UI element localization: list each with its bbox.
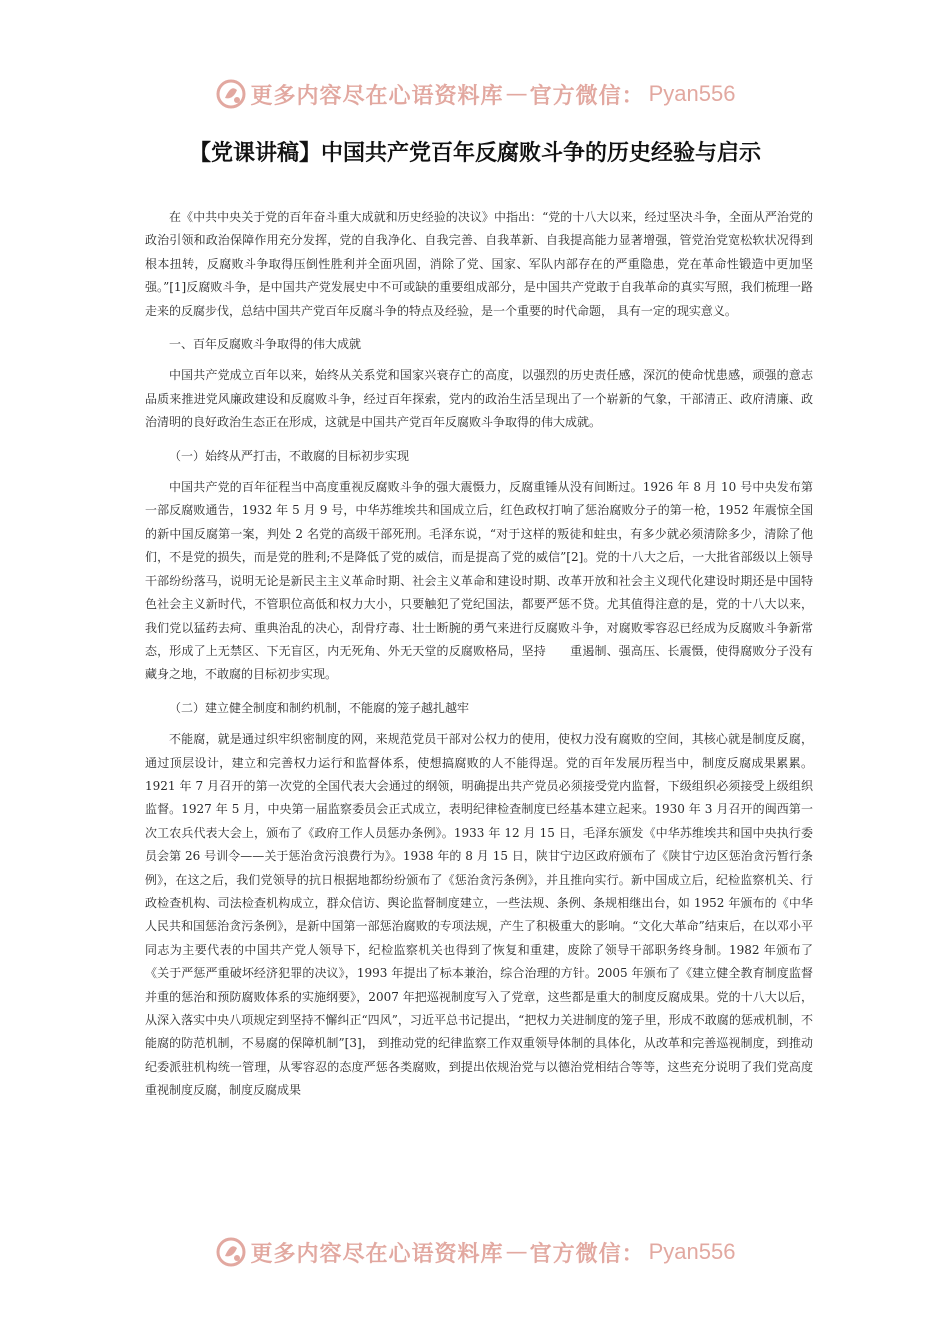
document-body [145, 206, 813, 1103]
section-heading: 一、百年反腐败斗争取得的伟大成就 [169, 337, 362, 352]
body-paragraph: 中国共产党成立百年以来，始终从关系党和国家兴衰存亡的高度，以强烈的历史责任感，深沉的使命忧患感，顽强的意志品质来推进党风廉政建设和反腐败斗争，经过百年探索，党内的政治生活呈现出了一个崭新的气象，干部清正、政府清廉、政治清明的良好政治生态正在形成，这就是中国共产党百年反腐败斗争取得的伟大成就。 [145, 368, 813, 430]
banner-wechat-id: Pyan556 [648, 81, 736, 106]
body-paragraph: 不能腐，就是通过织牢织密制度的网，来规范党员干部对公权力的使用，使权力没有腐败的空间，其核心就是制度反腐，通过顶层设计，建立和完善权力运行和监督体系，使想搞腐败的人不能得逞。党的百年发展历程当中，制度反腐成果累累。1921 年 7 月召开的第一次党的全国代表大会通过的纲领，明确提出共产党员必须接受党内监督，下级组织必须接受上级组织监督。1927 年 5 月，中央第一届监察委员会正式成立，表明纪律检查制度已经基本建立起来。1930 年 3 月召开的闽西第一次工农兵代表大会上，颁布了《政府工作人员惩办条例》。1933 年 12 月 15 日，毛泽东颁发《中华苏维埃共和国中央执行委员会第 26 号训令——关于惩治贪污浪费行为》。1938 年的 8 月 15 日，陕甘宁边区政府颁布了《陕甘宁边区惩治贪污暂行条例》，在这之后，我们党领导的抗日根据地都纷纷颁布了《惩治贪污条例》，并且推向实行。新中国成立后，纪检监察机关、行政检查机构、司法检查机构成立，群众信访、舆论监督制度建立，一些法规、条例、条规相继出台，如 1952 年颁布的《中华人民共和国惩治贪污条例》，是新中国第一部惩治腐败的专项法规，产生了积极重大的影响。“文化大革命”结束后，在以邓小平同志为主要代表的中国共产党人领导下，纪检监察机关也得到了恢复和重建，废除了领导干部职务终身制。1982 年颁布了《关于严惩严重破坏经济犯罪的决议》，1993 年提出了标本兼治，综合治理的方针。2005 年颁布了《建立健全教育制度监督并重的惩治和预防腐败体系的实施纲要》，2007 年把巡视制度写入了党章，这些都是重大的制度反腐成果。党的十八大以后，从深入落实中央八项规定到坚持不懈纠正“四风”，习近平总书记提出，“把权力关进制度的笼子里，形成不敢腐的惩戒机制，不能腐的防范机制，不易腐的保障机制”[3]， 到推动党的纪律监察工作双重领导体制的具体化，从改革和完善巡视制度，到推动纪委派驻机构统一管理，从零容忍的态度严惩各类腐败，到提出依规治党与以德治党相结合等等，这些充分说明了我们党高度重视制度反腐，制度反腐成果 [145, 732, 813, 1098]
banner-wechat-label: 官方微信： [529, 82, 645, 109]
body-paragraph: 在《中共中央关于党的百年奋斗重大成就和历史经验的决议》中指出：“党的十八大以来，经过坚决斗争，全面从严治党的政治引领和政治保障作用充分发挥，党的自我净化、自我完善、自我革新、自我提高能力显著增强，管党治党宽松软状况得到根本扭转，反腐败斗争取得压倒性胜利并全面巩固，消除了党、国家、军队内部存在的严重隐患，党在革命性锻造中更加坚强。”[1]反腐败斗争，是中国共产党发展史中不可或缺的重要组成部分，是中国共产党敢于自我革命的真实写照，我们梳理一路走来的反腐步伐，总结中国共产党百年反腐斗争的特点及经验，是一个重要的时代命题， 具有一定的现实意义。 [145, 210, 813, 318]
banner-separator: — [505, 81, 528, 107]
banner-text: 更多内容尽在心语资料库 [250, 82, 504, 109]
banner-wechat-id: Pyan556 [648, 1239, 736, 1264]
brand-logo-icon [215, 1236, 247, 1268]
subsection-heading: （一）始终从严打击，不敢腐的目标初步实现 [169, 448, 410, 463]
brand-logo-icon [215, 78, 247, 110]
subsection-heading: （二）建立健全制度和制约机制，不能腐的笼子越扎越牢 [169, 700, 470, 715]
banner-wechat-label: 官方微信： [529, 1240, 645, 1267]
top-watermark-banner [0, 74, 950, 114]
body-paragraph: 中国共产党的百年征程当中高度重视反腐败斗争的强大震慑力，反腐重锤从没有间断过。1926 年 8 月 10 号中央发布第一部反腐败通告，1932 年 5 月 9 号，中华苏维埃共和国成立后，红色政权打响了惩治腐败分子的第一枪，1952 年震惊全国的新中国反腐第一案，判处 2 名党的高级干部死刑。毛泽东说，“对于这样的叛徒和蛀虫，有多少就必须清除多少，清除了他们，不是党的损失，而是党的胜利;不是降低了党的威信，而是提高了党的威信”[2]。党的十八大之后，一大批省部级以上领导干部纷纷落马，说明无论是新民主主义革命时期、社会主义革命和建设时期、改革开放和社会主义现代化建设时期还是中国特色社会主义新时代，不管职位高低和权力大小，只要触犯了党纪国法，都要严惩不贷。尤其值得注意的是，党的十八大以来，我们党以猛药去疴、重典治乱的决心，刮骨疗毒、壮士断腕的勇气来进行反腐败斗争，对腐败零容忍已经成为反腐败斗争新常态，形成了上无禁区、下无盲区，内无死角、外无天堂的反腐败格局，坚持 重遏制、强高压、长震慑，使得腐败分子没有藏身之地，不敢腐的目标初步实现。 [145, 480, 813, 682]
banner-text: 更多内容尽在心语资料库 [250, 1240, 504, 1267]
bottom-watermark-banner [0, 1232, 950, 1272]
banner-separator: — [505, 1239, 528, 1265]
document-title: 【党课讲稿】中国共产党百年反腐败斗争的历史经验与启示 [188, 141, 761, 166]
